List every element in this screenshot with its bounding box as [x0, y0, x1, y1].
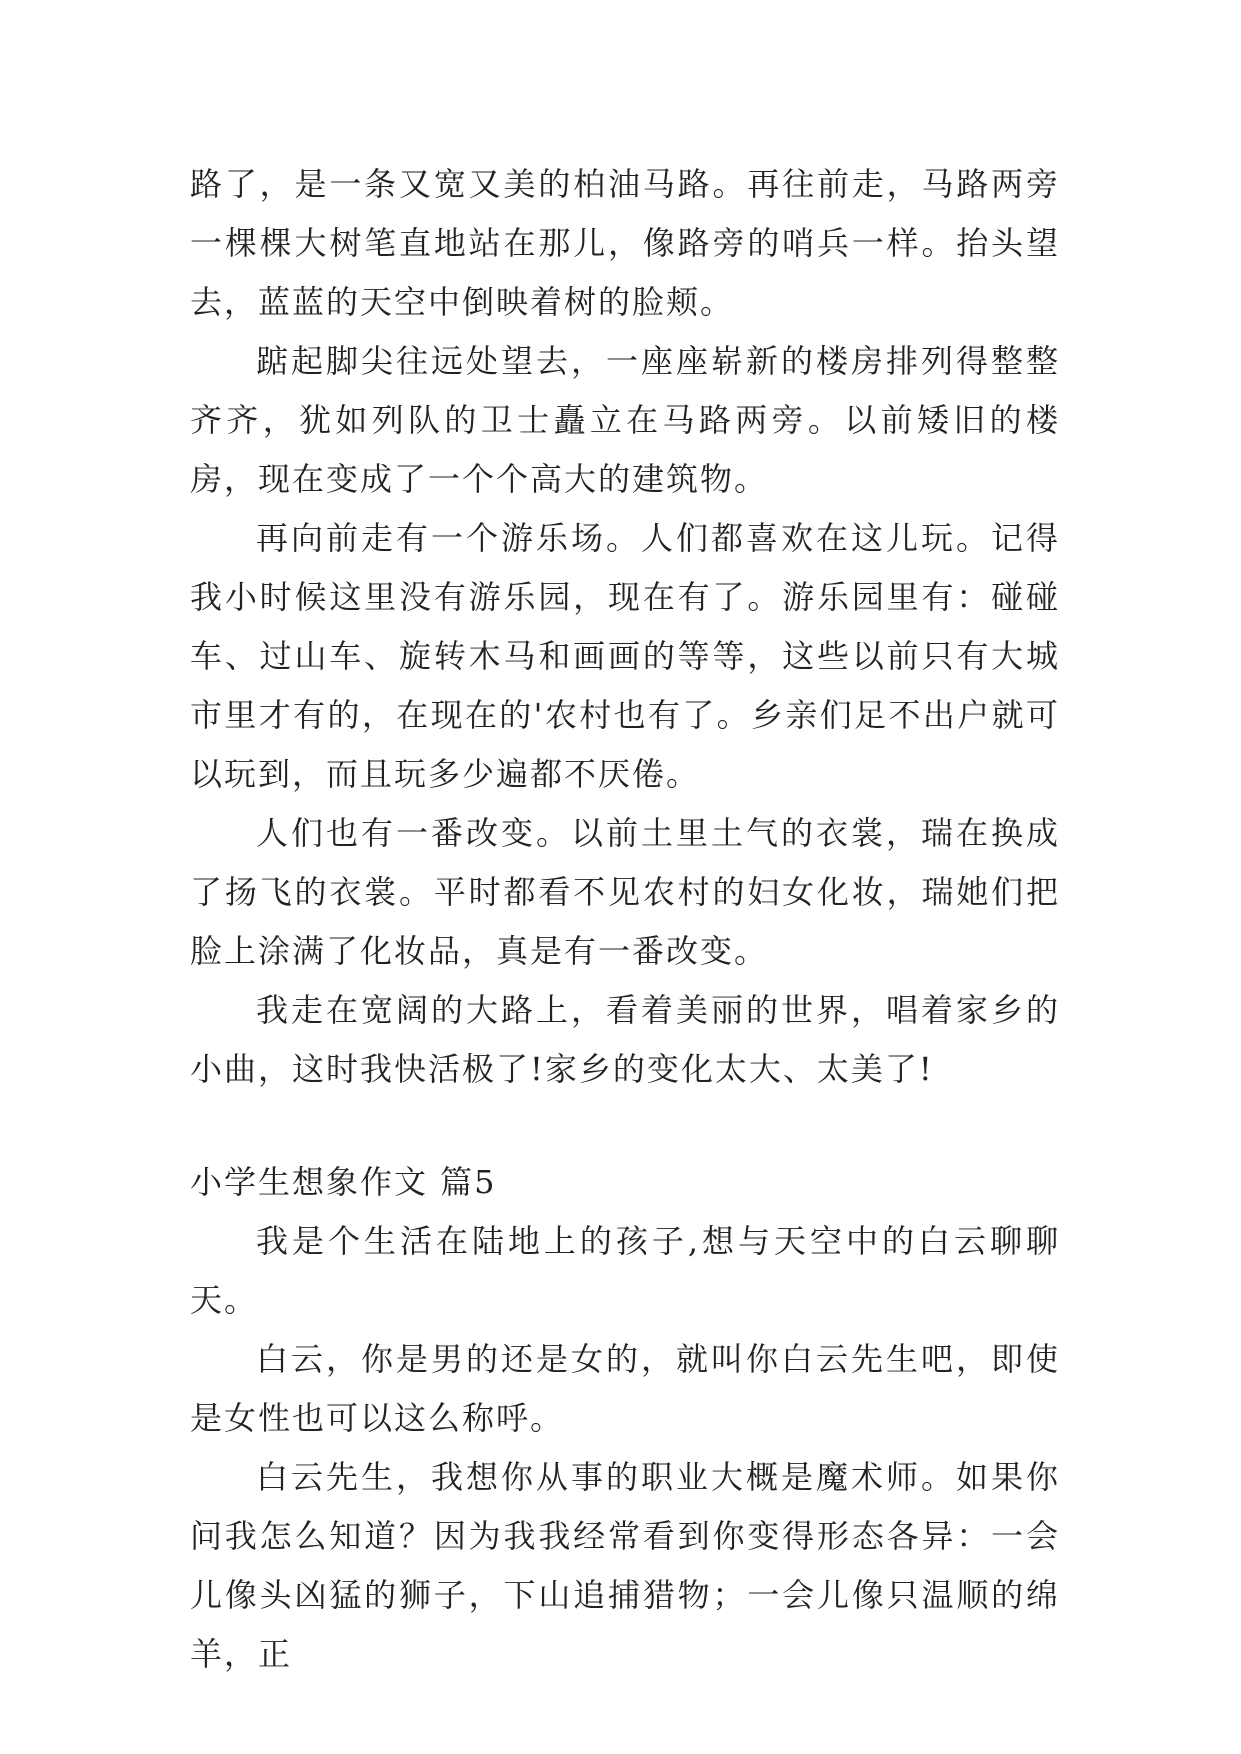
paragraph: 我是个生活在陆地上的孩子,想与天空中的白云聊聊天。 — [190, 1222, 1060, 1319]
paragraph: 再向前走有一个游乐场。人们都喜欢在这儿玩。记得我小时候这里没有游乐园，现在有了。游乐园里有：碰碰车、过山车、旋转木马和画画的等等，这些以前只有大城市里才有的，在现在的'农村也有了。乡亲们足不出户就可以玩到，而且玩多少遍都不厌倦。 — [190, 519, 1060, 793]
document-body — [190, 155, 1060, 1684]
paragraph: 白云，你是男的还是女的，就叫你白云先生吧，即使是女性也可以这么称呼。 — [190, 1340, 1060, 1437]
paragraph: 踮起脚尖往远处望去，一座座崭新的楼房排列得整整齐齐，犹如列队的卫士矗立在马路两旁。以前矮旧的楼房，现在变成了一个个高大的建筑物。 — [190, 342, 1060, 498]
paragraph: 我走在宽阔的大路上，看着美丽的世界，唱着家乡的小曲，这时我快活极了!家乡的变化太大、太美了! — [190, 991, 1060, 1088]
paragraph: 人们也有一番改变。以前土里土气的衣裳，瑞在换成了扬飞的衣裳。平时都看不见农村的妇女化妆，瑞她们把脸上涂满了化妆品，真是有一番改变。 — [190, 814, 1060, 970]
section-heading: 小学生想象作文 篇5 — [190, 1163, 497, 1201]
paragraph: 白云先生，我想你从事的职业大概是魔术师。如果你问我怎么知道？因为我我经常看到你变得形态各异：一会儿像头凶猛的狮子，下山追捕猎物；一会儿像只温顺的绵羊，正 — [190, 1458, 1060, 1673]
paragraph-continued: 路了，是一条又宽又美的柏油马路。再往前走，马路两旁一棵棵大树笔直地站在那儿，像路旁的哨兵一样。抬头望去，蓝蓝的天空中倒映着树的脸颊。 — [190, 165, 1060, 321]
